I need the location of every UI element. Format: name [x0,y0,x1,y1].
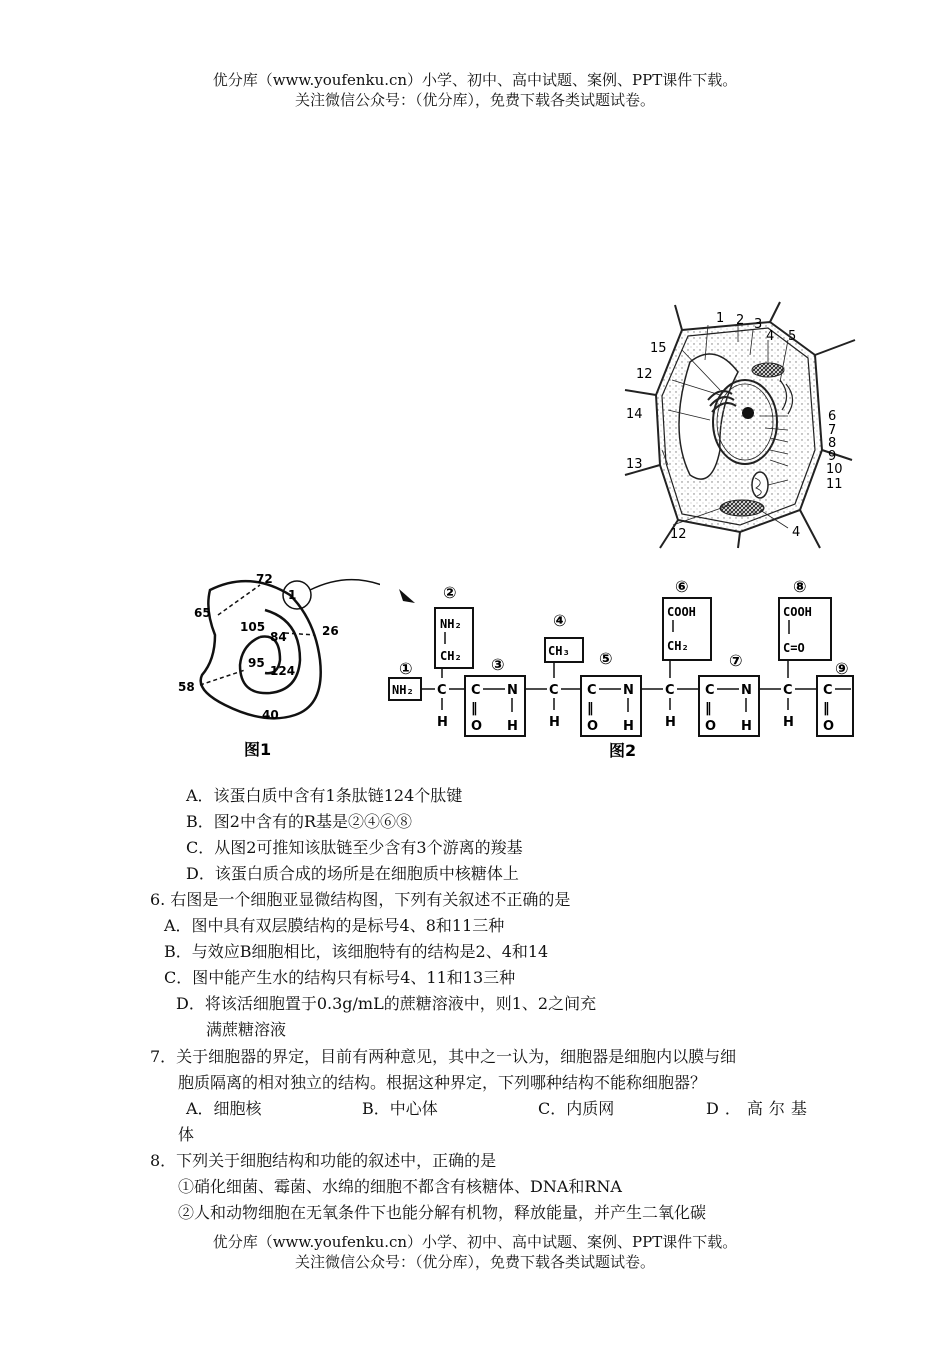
q6-option-d-cont: 满蔗糖溶液 [206,1020,287,1039]
double-bond: ‖ [705,701,712,716]
double-bond: ‖ [587,701,594,716]
carbon: C [471,683,481,698]
protein-fold-figure [170,565,380,765]
fig1-number: 40 [262,708,279,722]
q6-stem: 6. 右图是一个细胞亚显微结构图，下列有关叙述不正确的是 [150,890,571,909]
circled-label: ④ [553,611,567,630]
carbon: C [437,683,447,698]
circled-label: ⑤ [599,649,613,668]
oxygen: O [471,719,483,734]
carbon: C [665,683,675,698]
hydrogen: H [623,719,634,734]
cell-label: 13 [626,457,643,472]
q6-option-b: B．与效应B细胞相比，该细胞特有的结构是2、4和14 [164,942,549,961]
hydrogen: H [665,715,676,730]
fig1-number: 26 [322,624,339,638]
cell-label: 4 [792,525,801,540]
fig1-number: 1 [288,588,297,602]
hydrogen: H [437,715,448,730]
footer-line-1: 优分库（www.youfenku.cn）小学、初中、高中试题、案例、PPT课件下载。 [212,1233,738,1251]
q7-stem-2: 胞质隔离的相对独立的结构。根据这种界定，下列哪种结构不能称细胞器？ [178,1073,707,1092]
double-bond: ‖ [823,701,830,716]
circled-label: ⑦ [729,651,743,670]
carbonyl-text: C=O [783,641,805,655]
carbon: C [587,683,597,698]
header-line-1: 优分库（www.youfenku.cn）小学、初中、高中试题、案例、PPT课件下载。 [212,71,738,89]
double-bond: ‖ [471,701,478,716]
cell-label: 9 [828,449,837,464]
circled-label: ③ [491,655,505,674]
cell-label: 15 [650,341,667,356]
hydrogen: H [549,715,560,730]
fig1-number: 58 [178,680,195,694]
cell-label: 4 [766,329,775,344]
q6-option-d: D．将该活细胞置于0.3g/mL的蔗糖溶液中，则1、2之间充 [176,994,597,1013]
q8-statement-2: ②人和动物细胞在无氧条件下也能分解有机物，释放能量，并产生二氧化碳 [178,1203,707,1222]
q6-option-c: C．图中能产生水的结构只有标号4、11和13三种 [164,968,516,987]
cell-label: 14 [626,407,643,422]
q7-stem-1: 7．关于细胞器的界定，目前有两种意见，其中之一认为，细胞器是细胞内以膜与细 [150,1047,737,1066]
cell-label: 7 [828,423,837,438]
q7-option-c: C．内质网 [538,1099,615,1118]
ch2-text: CH₂ [667,639,689,653]
cell-structure-figure [620,300,860,550]
carbon: C [705,683,715,698]
fig1-number: 105 [240,620,266,634]
carbon: C [823,683,833,698]
cell-label: 10 [826,462,843,477]
cell-label: 8 [828,436,837,451]
circled-label: ② [443,583,457,602]
cell-label: 2 [736,313,745,328]
cell-label: 3 [754,317,763,332]
carbon: C [783,683,793,698]
cooh-text: COOH [783,605,812,619]
cell-label: 12 [670,527,687,542]
fig1-number: 72 [256,572,273,586]
fig1-number: 84 [270,630,287,644]
fig1-number: 65 [194,606,211,620]
nh2-text: NH₂ [440,617,462,631]
fig1-number: 124 [270,664,296,678]
q7-option-b: B．中心体 [362,1099,438,1118]
fig1-number: 95 [248,656,265,670]
fig1-caption: 图1 [244,740,272,759]
footer-line-2: 关注微信公众号：（优分库），免费下载各类试题试卷。 [294,1253,655,1271]
circled-label: ⑥ [675,577,689,596]
nitrogen: N [741,683,752,698]
circled-label: ⑧ [793,577,807,596]
peptide-chain-figure [385,570,860,770]
ch3-text: CH₃ [548,644,570,658]
q7-option-d-cont: 体 [178,1125,195,1144]
q5-option-c: C．从图2可推知该肽链至少含有3个游离的羧基 [186,838,523,857]
circled-label: ⑨ [835,659,849,678]
circled-label: ① [399,659,413,678]
oxygen: O [705,719,717,734]
cell-label: 12 [636,367,653,382]
carbon: C [549,683,559,698]
cell-label: 11 [826,477,843,492]
hydrogen: H [741,719,752,734]
q7-option-d: D．高尔基 [706,1099,813,1118]
q5-option-b: B．图2中含有的R基是②④⑥⑧ [186,812,412,831]
hydrogen: H [507,719,518,734]
cell-label: 6 [828,409,837,424]
q8-stem: 8．下列关于细胞结构和功能的叙述中，正确的是 [150,1151,497,1170]
oxygen: O [587,719,599,734]
nitrogen: N [507,683,518,698]
cell-label: 5 [788,329,797,344]
cell-label: 1 [716,311,725,326]
nh2-text: NH₂ [392,683,414,697]
ch2-text: CH₂ [440,649,462,663]
nitrogen: N [623,683,634,698]
q8-statement-1: ①硝化细菌、霉菌、水绵的细胞不都含有核糖体、DNA和RNA [178,1177,622,1196]
hydrogen: H [783,715,794,730]
cooh-text: COOH [667,605,696,619]
q7-option-a: A．细胞核 [186,1099,262,1118]
header-line-2: 关注微信公众号：（优分库），免费下载各类试题试卷。 [294,91,655,109]
fig2-caption: 图2 [609,741,637,760]
q5-option-d: D．该蛋白质合成的场所是在细胞质中核糖体上 [186,864,519,883]
oxygen: O [823,719,835,734]
q6-option-a: A．图中具有双层膜结构的是标号4、8和11三种 [164,916,505,935]
q5-option-a: A．该蛋白质中含有1条肽链124个肽键 [186,786,463,805]
